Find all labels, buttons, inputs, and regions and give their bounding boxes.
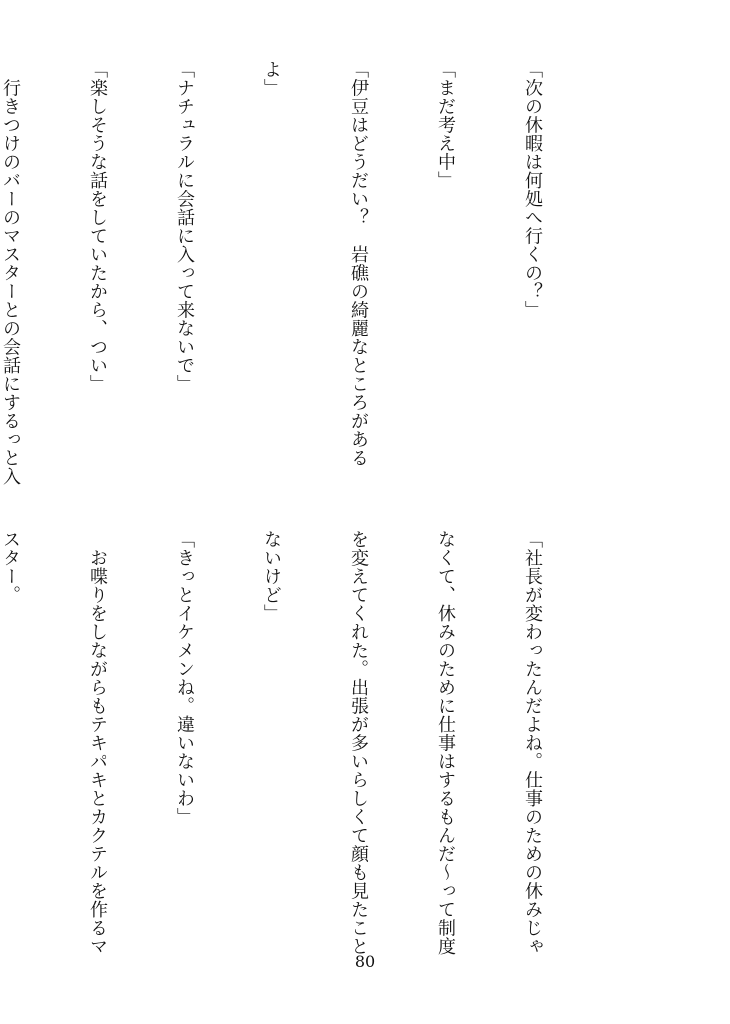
text-block-lower bbox=[0, 530, 605, 956]
page-number: 80 bbox=[354, 952, 376, 971]
text-line: 「ナチュラルに会話に入って来ないで」 bbox=[174, 60, 195, 393]
text-block-upper bbox=[0, 60, 605, 486]
text-line: 「楽しそうな話をしていたから、つい」 bbox=[87, 60, 108, 393]
text-line: 「きっとイケメンね。違いないわ」 bbox=[174, 530, 195, 826]
text-line: お喋りをしながらもテキパキとカクテルを作るマ bbox=[87, 530, 108, 956]
text-line: 「社長が変わったんだよね。仕事のための休みじゃ bbox=[522, 530, 543, 956]
text-line: ないけど」 bbox=[261, 530, 282, 623]
text-line: スター。 bbox=[0, 530, 21, 604]
text-line: よ」 bbox=[261, 60, 282, 97]
text-line: なくて、休みのために仕事はするもんだ～って制度 bbox=[435, 530, 456, 956]
text-line: 行きつけのバーのマスターとの会話にするっと入 bbox=[0, 60, 21, 486]
text-line: を変えてくれた。出張が多いらしくて顔も見たこと bbox=[348, 530, 369, 956]
text-line: 「まだ考え中」 bbox=[435, 60, 456, 190]
text-line: 「伊豆はどうだい？ 岩礁の綺麗なところがある bbox=[348, 60, 369, 467]
text-line: 「次の休暇は何処へ行くの？」 bbox=[522, 60, 543, 319]
